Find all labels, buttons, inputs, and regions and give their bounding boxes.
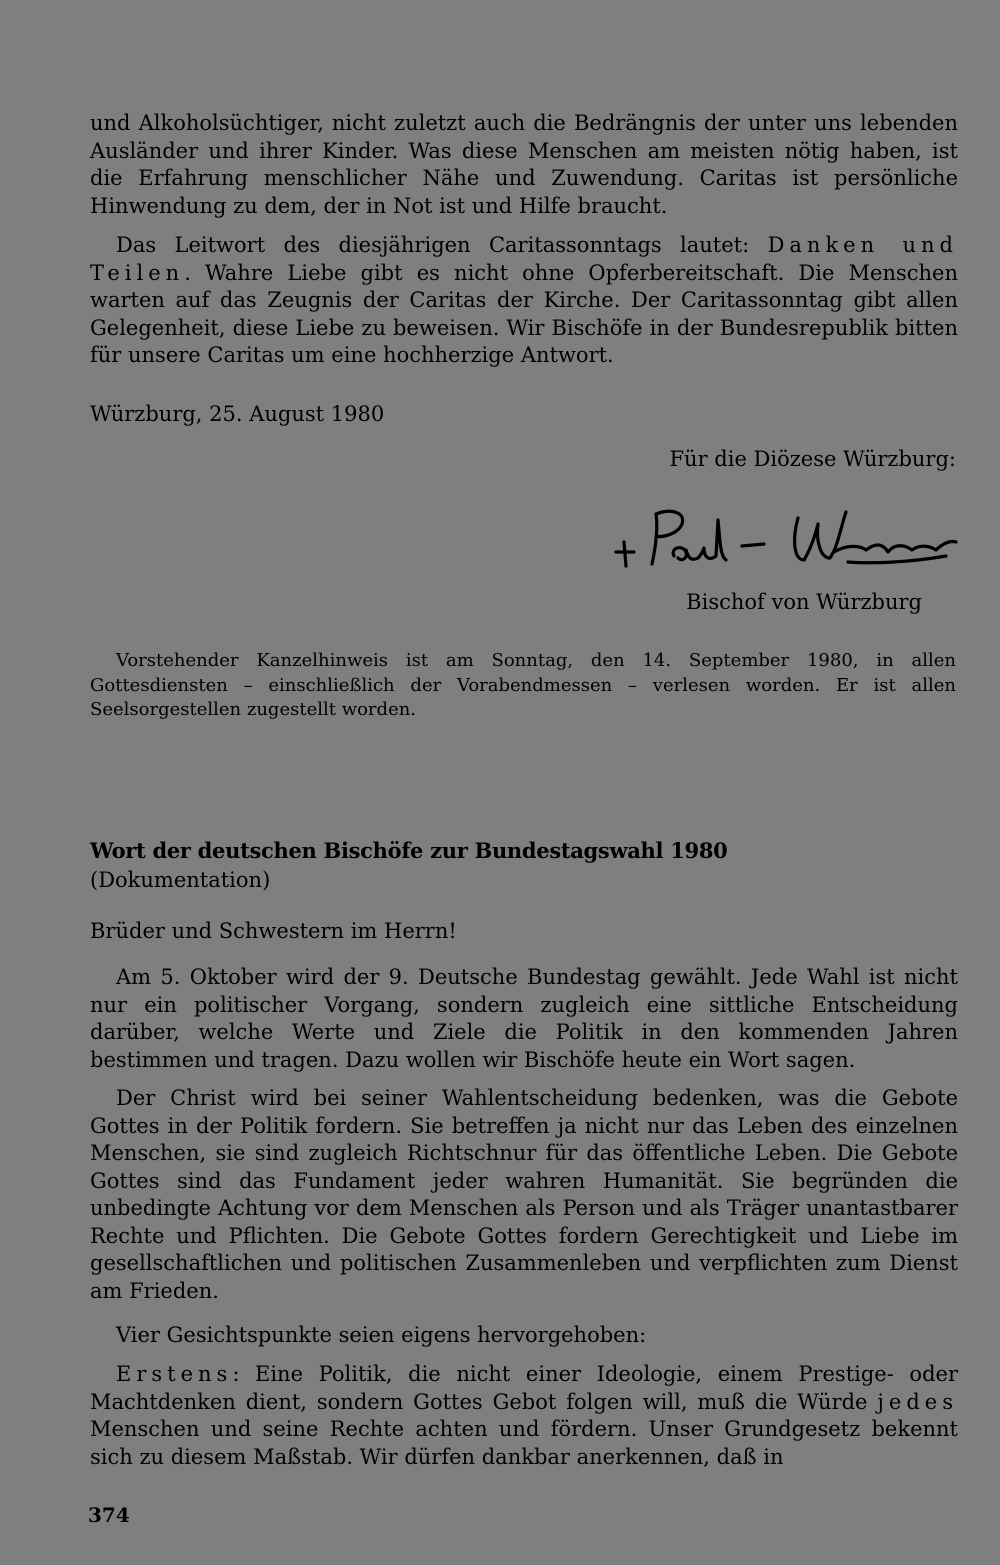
section-heading-block	[90, 838, 958, 895]
section-paragraph-1: Am 5. Oktober wird der 9. Deutsche Bundestag gewählt. Jede Wahl ist nicht nur ein politischer Vorgang, sondern zugleich eine sittliche Entscheidung darüber, welche Werte und Ziele die Politik in den kommenden Jahren bestimmen und tragen. Dazu wollen wir Bischöfe heute ein Wort sagen.	[90, 965, 958, 1072]
section-subheading: (Dokumentation)	[90, 868, 271, 892]
page-number: 374	[88, 1503, 130, 1527]
section-heading: Wort der deutschen Bischöfe zur Bundestagswahl 1980	[90, 838, 728, 863]
motto-spaced: Danken und Teilen	[90, 233, 958, 285]
section-paragraph-2: Der Christ wird bei seiner Wahlentscheidung bedenken, was die Gebote Gottes in der Politik fordern. Sie betreffen ja nicht nur das Leben des einzelnen Menschen, sie sind zugleich Richtschnur für das öffentliche Leben. Die Gebote Gottes sind das Fundament jeder wahren Humanität. Sie begründen die unbedingte Achtung vor dem Menschen als Person und als Träger unantastbarer Rechte und Pflichten. Die Gebote Gottes fordern Gerechtigkeit und Liebe im gesellschaftlichen und politischen Zusammenleben und verpflichten zum Dienst am Frieden.	[90, 1086, 958, 1303]
intro-text-2-end: . Wahre Liebe gibt es nicht ohne Opferbereitschaft. Die Menschen warten auf das Zeugnis der Caritas der Kirche. Der Caritassonntag gibt allen Gelegenheit, diese Liebe zu beweisen. Wir Bischöfe in der Bundesrepublik bitten für unsere Caritas um eine hochherzige Antwort.	[90, 260, 958, 367]
section-paragraph-4: Erstens: Eine Politik, die nicht einer Ideologie, einem Prestige- oder Machtdenken dient, sondern Gottes Gebot folgen will, muß die Würde jedes Menschen und seine Rechte achten und fördern. Unser Grundgesetz bekennt sich zu diesem Maßstab. Wir dürfen dankbar anerkennen, daß in	[90, 1362, 958, 1469]
first-point-spaced: Erstens	[116, 1362, 233, 1386]
section-paragraph-3: Vier Gesichtspunkte seien eigens hervorgehoben:	[116, 1323, 647, 1347]
handwritten-signature	[612, 500, 962, 580]
intro-text-1: und Alkoholsüchtiger, nicht zuletzt auch die Bedrängnis der unter uns lebenden Ausländer und ihrer Kinder. Was diese Menschen am meisten nötig haben, ist die Erfahrung menschlicher Nähe und Zuwendung. Caritas ist persönliche Hinwendung zu dem, der in Not ist und Hilfe braucht.	[90, 111, 958, 218]
for-diocese-line: Für die Diözese Würzburg:	[669, 447, 956, 471]
place-date: Würzburg, 25. August 1980	[90, 402, 385, 426]
bishop-title: Bischof von Würzburg	[686, 590, 922, 614]
signature-image	[612, 500, 962, 580]
pulpit-note: Vorstehender Kanzelhinweis ist am Sonntag, den 14. September 1980, in allen Gottesdiensten – einschließlich der Vorabendmessen – verlesen worden. Er ist allen Seelsorgestellen zugestellt worden.	[90, 650, 956, 720]
intro-text-2-start: Das Leitwort des diesjährigen Caritassonntags lautet:	[116, 233, 768, 257]
salutation: Brüder und Schwestern im Herrn!	[90, 919, 457, 943]
intro-paragraph-2	[90, 232, 958, 370]
intro-paragraph-1	[90, 110, 958, 220]
each-spaced: jedes	[877, 1389, 958, 1414]
